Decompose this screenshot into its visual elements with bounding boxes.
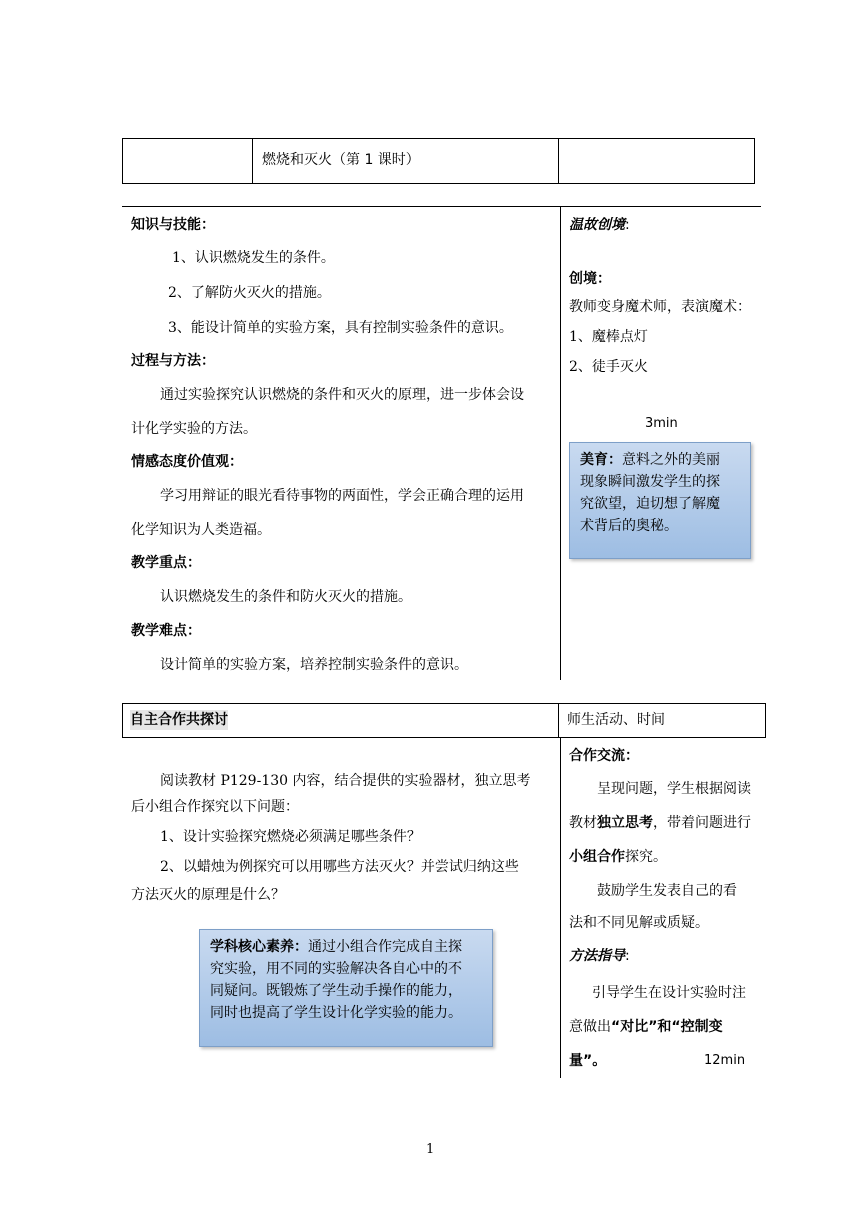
knowledge-heading: 知识与技能：	[131, 217, 215, 233]
method-heading-line	[569, 946, 630, 966]
time-label: 12min	[704, 1053, 746, 1068]
aesthetic-note	[569, 442, 751, 559]
section2-line: 方法灭火的原理是什么？	[131, 887, 285, 903]
scene-item: 2、徒手灭火	[569, 359, 648, 375]
scene-heading: 创境：	[569, 271, 611, 287]
literacy-label: 学科核心素养：	[210, 939, 308, 955]
literacy-line: 究实验，用不同的实验解决各自心中的不	[210, 961, 462, 977]
method-colon: :	[625, 948, 630, 964]
note-line: 究欲望，迫切想了解魔	[580, 496, 720, 512]
emotion-line: 化学知识为人类造福。	[131, 522, 271, 538]
process-line: 通过实验探究认识燃烧的条件和灭火的原理，进一步体会设	[160, 387, 524, 403]
coop-text: ，带着问题进行	[653, 815, 751, 831]
coop-heading: 合作交流：	[569, 748, 639, 764]
literacy-line: 通过小组合作完成自主探	[308, 939, 462, 955]
method-line: 引导学生在设计实验时注	[592, 985, 746, 1001]
emotion-heading: 情感态度价值观：	[131, 454, 243, 470]
method-text: 意做出	[569, 1019, 611, 1035]
section2-heading: 自主合作共探讨	[130, 712, 228, 728]
encourage-line: 法和不同见解或质疑。	[569, 915, 709, 931]
note-line: 现象瞬间激发学生的探	[580, 474, 720, 490]
coop-emphasis: 小组合作	[569, 849, 625, 865]
method-line-2	[569, 1017, 723, 1037]
knowledge-item: 3、能设计简单的实验方案，具有控制实验条件的意识。	[168, 320, 513, 336]
process-line: 计化学实验的方法。	[131, 421, 257, 437]
note-line: 术背后的奥秘。	[580, 518, 678, 534]
key-text: 认识燃烧发生的条件和防火灭火的措施。	[160, 589, 412, 605]
literacy-line: 同疑问。既锻炼了学生动手操作的能力，	[210, 983, 462, 999]
difficulty-text: 设计简单的实验方案，培养控制实验条件的意识。	[160, 657, 468, 673]
review-heading-line	[569, 215, 630, 235]
section2-line: 阅读教材 P129-130 内容，结合提供的实验器材，独立思考	[160, 773, 531, 789]
time-label: 3min	[645, 416, 678, 431]
page-number: 1	[426, 1142, 435, 1157]
note-label: 美育：	[580, 452, 622, 468]
section2-line: 2、以蜡烛为例探究可以用哪些方法灭火？并尝试归纳这些	[160, 859, 519, 875]
scene-item: 1、魔棒点灯	[569, 329, 648, 345]
method-heading: 方法指导	[569, 948, 625, 964]
encourage-line: 鼓励学生发表自己的看	[597, 883, 737, 899]
scene-text: 教师变身魔术师，表演魔术：	[569, 299, 751, 315]
coop-line: 呈现问题，学生根据阅读	[597, 781, 751, 797]
literacy-note	[199, 929, 493, 1047]
section2-line: 1、设计实验探究燃烧必须满足哪些条件？	[160, 829, 421, 845]
literacy-line: 同时也提高了学生设计化学实验的能力。	[210, 1005, 462, 1021]
review-colon: :	[625, 217, 630, 233]
method-emphasis: “对比”和“控制变	[611, 1019, 723, 1035]
knowledge-item: 2、了解防火灭火的措施。	[168, 285, 331, 301]
section2-side-heading: 师生活动、时间	[567, 712, 665, 728]
coop-text: 教材	[569, 815, 597, 831]
emotion-line: 学习用辩证的眼光看待事物的两面性，学会正确合理的运用	[160, 488, 524, 504]
coop-text: 探究。	[625, 849, 667, 865]
note-line: 意料之外的美丽	[622, 452, 720, 468]
process-heading: 过程与方法：	[131, 353, 215, 369]
section2-line: 后小组合作探究以下问题：	[131, 799, 299, 815]
lesson-title: 燃烧和灭火（第 1 课时）	[262, 152, 420, 168]
review-heading: 温故创境	[569, 217, 625, 233]
difficulty-heading: 教学难点：	[131, 623, 201, 639]
key-heading: 教学重点：	[131, 555, 201, 571]
coop-line-2	[569, 813, 751, 833]
knowledge-item: 1、认识燃烧发生的条件。	[172, 250, 335, 266]
coop-line-3	[569, 847, 667, 867]
method-emphasis: 量”。	[569, 1053, 607, 1069]
coop-emphasis: 独立思考	[597, 815, 653, 831]
